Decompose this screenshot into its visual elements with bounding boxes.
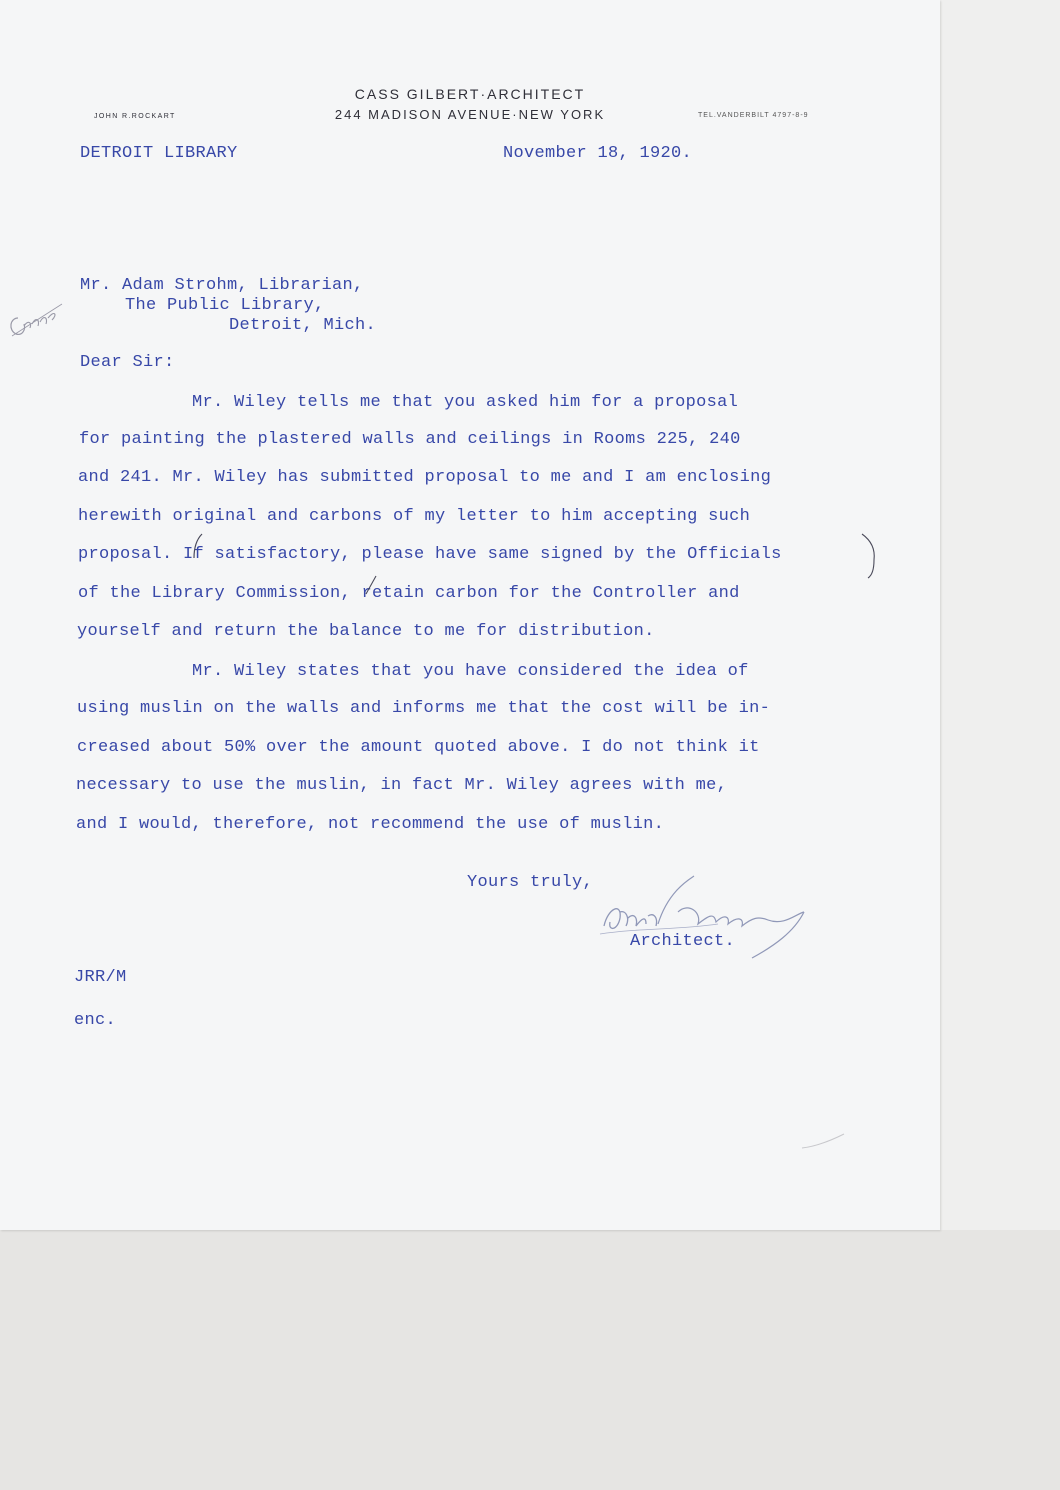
pencil-tick-mark — [362, 574, 380, 596]
body-line: Mr. Wiley tells me that you asked him for a proposal — [192, 393, 739, 412]
letterhead-telephone: TEL.VANDERBILT 4797-8-9 — [698, 112, 809, 119]
backing-board — [0, 1230, 1060, 1490]
salutation: Dear Sir: — [80, 353, 175, 372]
body-line: yourself and return the balance to me for distribution. — [77, 622, 655, 641]
body-line: proposal. If satisfactory, please have same signed by the Officials — [78, 545, 782, 564]
body-line: and I would, therefore, not recommend the use of muslin. — [76, 815, 665, 834]
body-line: and 241. Mr. Wiley has submitted proposal to me and I am enclosing — [78, 468, 772, 487]
valediction: Yours truly, — [467, 873, 594, 892]
recipient-institution: The Public Library, — [125, 296, 325, 315]
signatory-title: Architect. — [630, 932, 736, 951]
body-line: Mr. Wiley states that you have considered the idea of — [192, 662, 749, 681]
pencil-margin-note — [4, 296, 68, 346]
letterhead-associate: JOHN R.ROCKART — [94, 113, 176, 120]
pencil-bracket-mark — [860, 530, 882, 582]
body-line: using muslin on the walls and informs me that the cost will be in- — [77, 699, 771, 718]
enclosure-note: enc. — [74, 1011, 117, 1030]
letterhead-address: 244 MADISON AVENUE·NEW YORK — [334, 107, 606, 122]
subject-line: DETROIT LIBRARY — [80, 144, 238, 163]
pencil-slash-mark — [186, 532, 206, 562]
body-line: necessary to use the muslin, in fact Mr. Wiley agrees with me, — [76, 776, 728, 795]
recipient-city: Detroit, Mich. — [229, 316, 377, 335]
body-line: for painting the plastered walls and ceilings in Rooms 225, 240 — [79, 430, 741, 449]
letterhead-firm: CASS GILBERT·ARCHITECT — [354, 86, 586, 102]
paper-scuff — [800, 1128, 850, 1152]
body-line: creased about 50% over the amount quoted above. I do not think it — [77, 738, 760, 757]
body-line: of the Library Commission, retain carbon for the Controller and — [78, 584, 740, 603]
backing-edge — [940, 0, 1060, 1230]
letter-date: November 18, 1920. — [503, 144, 693, 163]
body-line: herewith original and carbons of my letter to him accepting such — [78, 507, 751, 526]
recipient-name: Mr. Adam Strohm, Librarian, — [80, 276, 364, 295]
typist-initials: JRR/M — [74, 968, 127, 987]
